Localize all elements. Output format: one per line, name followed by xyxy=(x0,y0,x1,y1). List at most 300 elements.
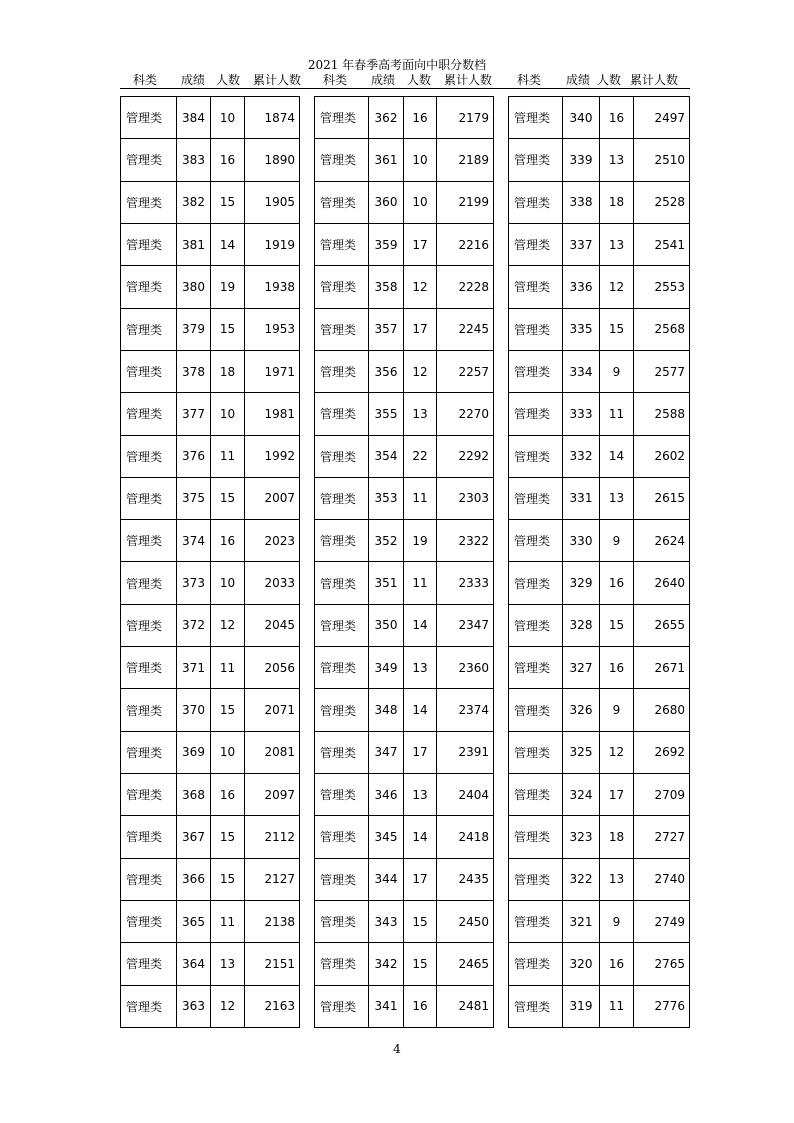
table-row xyxy=(315,223,494,265)
score-cell: 377 xyxy=(177,393,211,435)
cumulative-cell: 2624 xyxy=(634,520,690,562)
count-cell: 11 xyxy=(211,900,245,942)
score-cell: 362 xyxy=(369,97,404,139)
category-cell: 管理类 xyxy=(509,900,563,942)
category-cell: 管理类 xyxy=(121,520,177,562)
category-cell: 管理类 xyxy=(315,393,369,435)
table-row xyxy=(509,647,690,689)
score-cell: 327 xyxy=(563,647,600,689)
cumulative-cell: 1905 xyxy=(245,181,300,223)
count-cell: 10 xyxy=(404,139,437,181)
count-cell: 16 xyxy=(600,647,634,689)
table-row xyxy=(121,562,300,604)
cumulative-cell: 2640 xyxy=(634,562,690,604)
count-cell: 9 xyxy=(600,900,634,942)
category-cell: 管理类 xyxy=(121,435,177,477)
category-cell: 管理类 xyxy=(121,477,177,519)
count-cell: 9 xyxy=(600,689,634,731)
cumulative-cell: 2615 xyxy=(634,477,690,519)
category-cell: 管理类 xyxy=(121,562,177,604)
category-cell: 管理类 xyxy=(315,689,369,731)
table-row xyxy=(315,350,494,392)
score-cell: 373 xyxy=(177,562,211,604)
column-header-row xyxy=(0,73,794,89)
score-cell: 374 xyxy=(177,520,211,562)
category-cell: 管理类 xyxy=(315,139,369,181)
table-row xyxy=(509,139,690,181)
category-cell: 管理类 xyxy=(509,943,563,985)
score-cell: 322 xyxy=(563,858,600,900)
score-cell: 341 xyxy=(369,985,404,1027)
cumulative-cell: 1890 xyxy=(245,139,300,181)
table-row xyxy=(121,900,300,942)
category-cell: 管理类 xyxy=(121,604,177,646)
table-row xyxy=(121,393,300,435)
count-cell: 16 xyxy=(600,97,634,139)
table-row xyxy=(315,393,494,435)
count-cell: 17 xyxy=(404,858,437,900)
category-cell: 管理类 xyxy=(315,816,369,858)
table-row xyxy=(121,97,300,139)
cumulative-cell: 2228 xyxy=(437,266,494,308)
cumulative-cell: 1971 xyxy=(245,350,300,392)
cumulative-cell: 2391 xyxy=(437,731,494,773)
category-cell: 管理类 xyxy=(121,774,177,816)
count-cell: 11 xyxy=(211,435,245,477)
cumulative-cell: 2045 xyxy=(245,604,300,646)
count-cell: 15 xyxy=(600,604,634,646)
count-cell: 15 xyxy=(404,900,437,942)
cumulative-cell: 2023 xyxy=(245,520,300,562)
category-cell: 管理类 xyxy=(315,562,369,604)
count-cell: 15 xyxy=(600,308,634,350)
category-cell: 管理类 xyxy=(121,985,177,1027)
count-cell: 12 xyxy=(404,350,437,392)
cumulative-cell: 2709 xyxy=(634,774,690,816)
table-row xyxy=(315,900,494,942)
count-cell: 18 xyxy=(600,816,634,858)
category-cell: 管理类 xyxy=(509,562,563,604)
category-cell: 管理类 xyxy=(509,393,563,435)
table-row xyxy=(315,604,494,646)
score-cell: 368 xyxy=(177,774,211,816)
category-cell: 管理类 xyxy=(315,308,369,350)
count-cell: 14 xyxy=(404,816,437,858)
count-cell: 18 xyxy=(211,350,245,392)
table-row xyxy=(509,477,690,519)
category-cell: 管理类 xyxy=(121,181,177,223)
cumulative-cell: 2216 xyxy=(437,223,494,265)
table-row xyxy=(121,266,300,308)
category-cell: 管理类 xyxy=(509,774,563,816)
cumulative-cell: 2245 xyxy=(437,308,494,350)
count-cell: 10 xyxy=(211,393,245,435)
table-row xyxy=(509,604,690,646)
cumulative-cell: 2740 xyxy=(634,858,690,900)
table-row xyxy=(121,858,300,900)
cumulative-cell: 2270 xyxy=(437,393,494,435)
cumulative-cell: 1992 xyxy=(245,435,300,477)
count-cell: 17 xyxy=(404,308,437,350)
category-cell: 管理类 xyxy=(315,774,369,816)
score-cell: 382 xyxy=(177,181,211,223)
table-row xyxy=(315,520,494,562)
cumulative-cell: 2374 xyxy=(437,689,494,731)
score-cell: 329 xyxy=(563,562,600,604)
score-cell: 344 xyxy=(369,858,404,900)
table-row xyxy=(509,266,690,308)
count-cell: 17 xyxy=(600,774,634,816)
count-cell: 22 xyxy=(404,435,437,477)
cumulative-cell: 2465 xyxy=(437,943,494,985)
header-count-3: 人数 xyxy=(596,73,621,87)
table-row xyxy=(509,943,690,985)
category-cell: 管理类 xyxy=(315,181,369,223)
table-row xyxy=(509,435,690,477)
header-cumulative-1: 累计人数 xyxy=(252,73,301,87)
score-cell: 326 xyxy=(563,689,600,731)
score-cell: 360 xyxy=(369,181,404,223)
count-cell: 9 xyxy=(600,520,634,562)
table-row xyxy=(509,731,690,773)
table-row xyxy=(509,900,690,942)
category-cell: 管理类 xyxy=(509,350,563,392)
cumulative-cell: 2347 xyxy=(437,604,494,646)
cumulative-cell: 2602 xyxy=(634,435,690,477)
cumulative-cell: 1953 xyxy=(245,308,300,350)
category-cell: 管理类 xyxy=(121,900,177,942)
score-cell: 336 xyxy=(563,266,600,308)
category-cell: 管理类 xyxy=(121,393,177,435)
page-title: 2021 年春季高考面向中职分数档 xyxy=(307,58,487,72)
score-cell: 371 xyxy=(177,647,211,689)
cumulative-cell: 2528 xyxy=(634,181,690,223)
table-row xyxy=(315,97,494,139)
count-cell: 13 xyxy=(211,943,245,985)
score-cell: 372 xyxy=(177,604,211,646)
cumulative-cell: 2727 xyxy=(634,816,690,858)
page-number: 4 xyxy=(393,1042,401,1056)
table-row xyxy=(121,223,300,265)
table-row xyxy=(121,731,300,773)
category-cell: 管理类 xyxy=(315,350,369,392)
count-cell: 13 xyxy=(600,858,634,900)
table-row xyxy=(121,816,300,858)
score-cell: 350 xyxy=(369,604,404,646)
score-cell: 345 xyxy=(369,816,404,858)
table-row xyxy=(315,731,494,773)
table-row xyxy=(509,858,690,900)
score-cell: 376 xyxy=(177,435,211,477)
count-cell: 11 xyxy=(404,562,437,604)
score-cell: 383 xyxy=(177,139,211,181)
table-row xyxy=(315,435,494,477)
cumulative-cell: 2655 xyxy=(634,604,690,646)
category-cell: 管理类 xyxy=(121,943,177,985)
score-cell: 351 xyxy=(369,562,404,604)
category-cell: 管理类 xyxy=(315,943,369,985)
table-row xyxy=(121,477,300,519)
score-cell: 348 xyxy=(369,689,404,731)
cumulative-cell: 2680 xyxy=(634,689,690,731)
count-cell: 9 xyxy=(600,350,634,392)
score-cell: 347 xyxy=(369,731,404,773)
count-cell: 12 xyxy=(404,266,437,308)
score-cell: 380 xyxy=(177,266,211,308)
table-row xyxy=(509,816,690,858)
category-cell: 管理类 xyxy=(509,308,563,350)
category-cell: 管理类 xyxy=(121,816,177,858)
cumulative-cell: 2007 xyxy=(245,477,300,519)
score-cell: 370 xyxy=(177,689,211,731)
category-cell: 管理类 xyxy=(315,604,369,646)
table-row xyxy=(315,647,494,689)
table-row xyxy=(121,520,300,562)
score-cell: 358 xyxy=(369,266,404,308)
score-cell: 320 xyxy=(563,943,600,985)
count-cell: 13 xyxy=(600,477,634,519)
score-cell: 375 xyxy=(177,477,211,519)
count-cell: 10 xyxy=(211,731,245,773)
cumulative-cell: 2541 xyxy=(634,223,690,265)
table-row xyxy=(121,350,300,392)
count-cell: 15 xyxy=(211,816,245,858)
cumulative-cell: 2404 xyxy=(437,774,494,816)
score-table-2 xyxy=(314,96,494,1028)
count-cell: 12 xyxy=(600,731,634,773)
table-row xyxy=(121,689,300,731)
table-row xyxy=(315,985,494,1027)
count-cell: 19 xyxy=(211,266,245,308)
cumulative-cell: 1981 xyxy=(245,393,300,435)
category-cell: 管理类 xyxy=(509,520,563,562)
table-row xyxy=(509,689,690,731)
count-cell: 15 xyxy=(211,689,245,731)
category-cell: 管理类 xyxy=(315,731,369,773)
category-cell: 管理类 xyxy=(509,435,563,477)
category-cell: 管理类 xyxy=(509,985,563,1027)
table-row xyxy=(121,985,300,1027)
count-cell: 11 xyxy=(211,647,245,689)
score-cell: 381 xyxy=(177,223,211,265)
table-row xyxy=(315,477,494,519)
category-cell: 管理类 xyxy=(509,689,563,731)
category-cell: 管理类 xyxy=(121,350,177,392)
category-cell: 管理类 xyxy=(509,816,563,858)
cumulative-cell: 2097 xyxy=(245,774,300,816)
category-cell: 管理类 xyxy=(121,731,177,773)
cumulative-cell: 1874 xyxy=(245,97,300,139)
score-cell: 355 xyxy=(369,393,404,435)
score-cell: 333 xyxy=(563,393,600,435)
table-row xyxy=(121,604,300,646)
cumulative-cell: 2568 xyxy=(634,308,690,350)
cumulative-cell: 2189 xyxy=(437,139,494,181)
header-cumulative-2: 累计人数 xyxy=(443,73,492,87)
cumulative-cell: 2481 xyxy=(437,985,494,1027)
header-category-3: 科类 xyxy=(516,73,541,87)
category-cell: 管理类 xyxy=(509,266,563,308)
count-cell: 19 xyxy=(404,520,437,562)
category-cell: 管理类 xyxy=(121,858,177,900)
score-table-1 xyxy=(120,96,300,1028)
score-cell: 359 xyxy=(369,223,404,265)
table-row xyxy=(315,266,494,308)
table-row xyxy=(315,181,494,223)
table-row xyxy=(315,689,494,731)
count-cell: 18 xyxy=(600,181,634,223)
cumulative-cell: 2450 xyxy=(437,900,494,942)
score-cell: 366 xyxy=(177,858,211,900)
category-cell: 管理类 xyxy=(509,647,563,689)
table-row xyxy=(121,647,300,689)
cumulative-cell: 2765 xyxy=(634,943,690,985)
score-cell: 363 xyxy=(177,985,211,1027)
count-cell: 13 xyxy=(600,139,634,181)
table-row xyxy=(315,139,494,181)
score-cell: 361 xyxy=(369,139,404,181)
category-cell: 管理类 xyxy=(315,647,369,689)
cumulative-cell: 2138 xyxy=(245,900,300,942)
count-cell: 13 xyxy=(600,223,634,265)
category-cell: 管理类 xyxy=(509,731,563,773)
count-cell: 16 xyxy=(600,562,634,604)
count-cell: 15 xyxy=(211,308,245,350)
count-cell: 12 xyxy=(211,985,245,1027)
category-cell: 管理类 xyxy=(121,266,177,308)
score-cell: 369 xyxy=(177,731,211,773)
count-cell: 10 xyxy=(404,181,437,223)
cumulative-cell: 2749 xyxy=(634,900,690,942)
cumulative-cell: 2435 xyxy=(437,858,494,900)
cumulative-cell: 2418 xyxy=(437,816,494,858)
cumulative-cell: 2033 xyxy=(245,562,300,604)
category-cell: 管理类 xyxy=(315,520,369,562)
table-row xyxy=(315,308,494,350)
header-divider xyxy=(120,88,690,89)
table-row xyxy=(121,181,300,223)
category-cell: 管理类 xyxy=(315,900,369,942)
score-cell: 323 xyxy=(563,816,600,858)
cumulative-cell: 2292 xyxy=(437,435,494,477)
cumulative-cell: 2360 xyxy=(437,647,494,689)
count-cell: 14 xyxy=(600,435,634,477)
cumulative-cell: 2163 xyxy=(245,985,300,1027)
count-cell: 15 xyxy=(404,943,437,985)
score-cell: 335 xyxy=(563,308,600,350)
count-cell: 12 xyxy=(211,604,245,646)
header-cumulative-3: 累计人数 xyxy=(629,73,678,87)
cumulative-cell: 2671 xyxy=(634,647,690,689)
score-cell: 378 xyxy=(177,350,211,392)
score-cell: 337 xyxy=(563,223,600,265)
table-row xyxy=(315,858,494,900)
category-cell: 管理类 xyxy=(121,308,177,350)
cumulative-cell: 2112 xyxy=(245,816,300,858)
score-cell: 349 xyxy=(369,647,404,689)
score-cell: 331 xyxy=(563,477,600,519)
cumulative-cell: 2056 xyxy=(245,647,300,689)
category-cell: 管理类 xyxy=(509,858,563,900)
count-cell: 13 xyxy=(404,393,437,435)
category-cell: 管理类 xyxy=(315,266,369,308)
score-cell: 339 xyxy=(563,139,600,181)
category-cell: 管理类 xyxy=(509,477,563,519)
score-cell: 356 xyxy=(369,350,404,392)
count-cell: 16 xyxy=(404,985,437,1027)
score-cell: 343 xyxy=(369,900,404,942)
category-cell: 管理类 xyxy=(315,477,369,519)
table-row xyxy=(121,943,300,985)
table-row xyxy=(509,774,690,816)
score-cell: 379 xyxy=(177,308,211,350)
count-cell: 15 xyxy=(211,858,245,900)
cumulative-cell: 2588 xyxy=(634,393,690,435)
score-cell: 321 xyxy=(563,900,600,942)
score-cell: 338 xyxy=(563,181,600,223)
count-cell: 16 xyxy=(211,774,245,816)
header-score-3: 成绩 xyxy=(565,73,590,87)
cumulative-cell: 2257 xyxy=(437,350,494,392)
count-cell: 14 xyxy=(404,604,437,646)
category-cell: 管理类 xyxy=(509,604,563,646)
score-cell: 330 xyxy=(563,520,600,562)
count-cell: 16 xyxy=(211,139,245,181)
count-cell: 15 xyxy=(211,477,245,519)
score-cell: 319 xyxy=(563,985,600,1027)
score-cell: 365 xyxy=(177,900,211,942)
category-cell: 管理类 xyxy=(315,435,369,477)
cumulative-cell: 2510 xyxy=(634,139,690,181)
score-cell: 342 xyxy=(369,943,404,985)
table-row xyxy=(509,562,690,604)
score-cell: 364 xyxy=(177,943,211,985)
score-table-3 xyxy=(508,96,690,1028)
table-row xyxy=(121,774,300,816)
score-cell: 325 xyxy=(563,731,600,773)
score-cell: 334 xyxy=(563,350,600,392)
cumulative-cell: 2127 xyxy=(245,858,300,900)
table-row xyxy=(121,308,300,350)
category-cell: 管理类 xyxy=(315,858,369,900)
score-cell: 352 xyxy=(369,520,404,562)
table-row xyxy=(315,816,494,858)
count-cell: 10 xyxy=(211,97,245,139)
cumulative-cell: 2333 xyxy=(437,562,494,604)
count-cell: 15 xyxy=(211,181,245,223)
table-row xyxy=(509,350,690,392)
cumulative-cell: 2497 xyxy=(634,97,690,139)
table-row xyxy=(509,308,690,350)
header-score-1: 成绩 xyxy=(180,73,205,87)
category-cell: 管理类 xyxy=(509,223,563,265)
category-cell: 管理类 xyxy=(121,689,177,731)
count-cell: 16 xyxy=(211,520,245,562)
header-category-2: 科类 xyxy=(322,73,347,87)
table-row xyxy=(509,223,690,265)
cumulative-cell: 2179 xyxy=(437,97,494,139)
cumulative-cell: 2776 xyxy=(634,985,690,1027)
score-cell: 328 xyxy=(563,604,600,646)
header-count-2: 人数 xyxy=(406,73,431,87)
score-cell: 332 xyxy=(563,435,600,477)
count-cell: 17 xyxy=(404,223,437,265)
count-cell: 11 xyxy=(600,393,634,435)
table-row xyxy=(121,139,300,181)
category-cell: 管理类 xyxy=(509,97,563,139)
count-cell: 11 xyxy=(600,985,634,1027)
score-cell: 346 xyxy=(369,774,404,816)
